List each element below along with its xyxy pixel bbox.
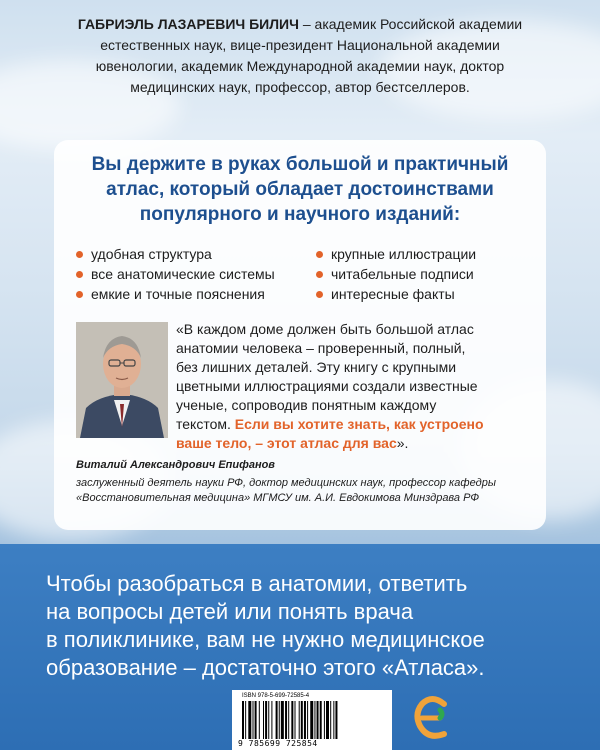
barcode-bar: [330, 701, 331, 739]
quote: [176, 320, 526, 453]
barcode-bar: [255, 701, 257, 739]
barcode-bar: [299, 701, 300, 739]
barcode: [232, 690, 392, 750]
feature-label: читабельные подписи: [331, 266, 474, 282]
barcode-bar: [285, 701, 287, 739]
feature-label: интересные факты: [331, 286, 455, 302]
bullet-icon: [316, 271, 323, 278]
signer-name: Виталий Александрович Епифанов: [76, 459, 275, 471]
barcode-bar: [310, 701, 313, 739]
barcode-bar: [268, 701, 269, 739]
bullet-icon: [76, 251, 83, 258]
barcode-bar: [263, 701, 264, 739]
barcode-bar: [317, 701, 319, 739]
barcode-bar: [304, 701, 306, 739]
features-left: [76, 244, 275, 304]
author-intro: [40, 14, 560, 98]
barcode-bar: [288, 701, 289, 739]
barcode-bar: [301, 701, 303, 739]
author-intro-line: – академик Российской академии: [298, 16, 523, 32]
quote-line: анатомии человека – проверенный, полный,: [176, 340, 466, 356]
signer-title: заслуженный деятель науки РФ, доктор медицинских наук, профессор кафедры: [76, 477, 496, 489]
barcode-bar: [326, 701, 329, 739]
barcode-bar: [242, 701, 244, 739]
feature-item: [76, 284, 275, 304]
barcode-bars: [242, 701, 382, 739]
barcode-bar: [276, 701, 278, 739]
barcode-bar: [253, 701, 254, 739]
quote-line: ученые, сопроводив понятным каждому: [176, 397, 437, 413]
author-name: ГАБРИЭЛЬ ЛАЗАРЕВИЧ БИЛИЧ: [77, 16, 299, 32]
feature-label: крупные иллюстрации: [331, 246, 477, 262]
feature-label: емкие и точные пояснения: [91, 286, 265, 302]
barcode-bar: [314, 701, 315, 739]
isbn-label: ISBN 978-5-699-72585-4: [242, 693, 310, 699]
feature-label: удобная структура: [91, 246, 212, 262]
quote-highlight: Если вы хотите знать, как устроено: [234, 416, 484, 432]
band-line: образование – достаточно этого «Атласа».: [46, 655, 485, 680]
quote-line: «В каждом доме должен быть большой атлас: [176, 321, 474, 337]
feature-item: [316, 264, 476, 284]
band-text: [46, 570, 566, 682]
barcode-bar: [248, 701, 251, 739]
barcode-bar: [291, 701, 293, 739]
panel-heading-line: атлас, который обладает достоинствами: [106, 179, 494, 200]
quote-end: ».: [396, 435, 409, 451]
feature-item: [316, 284, 476, 304]
barcode-bar: [245, 701, 246, 739]
bullet-icon: [76, 271, 83, 278]
quote-line: без лишних деталей. Эту книгу с крупными: [176, 359, 457, 375]
quote-line: цветными иллюстрациями создали известные: [176, 378, 478, 394]
info-panel: [54, 140, 546, 530]
band-line: Чтобы разобраться в анатомии, ответить: [46, 571, 468, 596]
author-portrait: [76, 322, 168, 438]
panel-heading-line: Вы держите в руках большой и практичный: [91, 154, 509, 175]
author-intro-line: естественных наук, вице-президент Национальной академии: [100, 37, 500, 53]
barcode-bar: [307, 701, 308, 739]
barcode-bar: [259, 701, 260, 739]
panel-heading: [54, 152, 546, 227]
barcode-bar: [335, 701, 337, 739]
bullet-icon: [76, 291, 83, 298]
feature-item: [76, 264, 275, 284]
author-intro-line: медицинских наук, профессор, автор бестселлеров.: [130, 79, 470, 95]
author-intro-line: ювенологии, академик Международной академии наук, доктор: [95, 58, 505, 74]
quote-highlight: ваше тело, – этот атлас для вас: [176, 435, 397, 451]
barcode-bar: [271, 701, 272, 739]
quote-attribution: [76, 458, 536, 506]
bullet-icon: [316, 251, 323, 258]
barcode-bar: [281, 701, 284, 739]
panel-heading-line: популярного и научного изданий:: [139, 204, 461, 225]
features-right: [316, 244, 476, 304]
barcode-bar: [320, 701, 322, 739]
signer-title: «Восстановительная медицина» МГМСУ им. А.И. Евдокимова Минздрава РФ: [76, 492, 480, 504]
barcode-bar: [333, 701, 334, 739]
barcode-digits: 9 785699 725854: [238, 739, 318, 748]
barcode-bar: [295, 701, 296, 739]
barcode-bar: [265, 701, 267, 739]
band-line: в поликлинике, вам не нужно медицинское: [46, 627, 485, 652]
bottom-band: [0, 544, 600, 750]
barcode-bar: [279, 701, 280, 739]
band-line: на вопросы детей или понять врача: [46, 599, 414, 624]
quote-line: текстом.: [176, 416, 235, 432]
bullet-icon: [316, 291, 323, 298]
publisher-logo-icon: [414, 696, 450, 742]
feature-item: [316, 244, 476, 264]
feature-label: все анатомические системы: [91, 266, 275, 282]
feature-item: [76, 244, 275, 264]
barcode-bar: [324, 701, 325, 739]
